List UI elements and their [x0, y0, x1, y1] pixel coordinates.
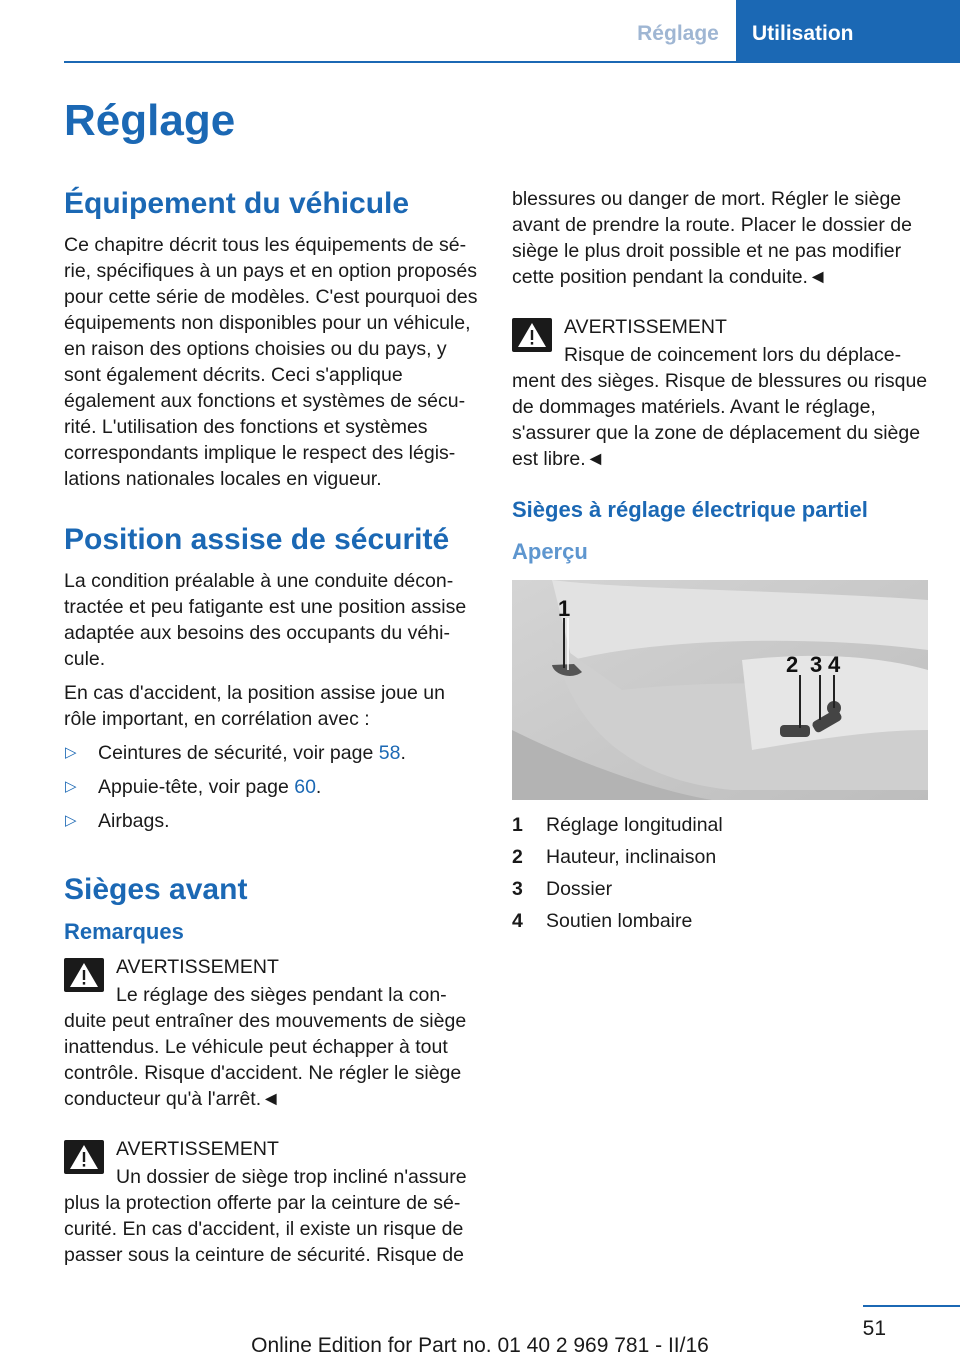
right-column: [512, 186, 928, 940]
figure-label-4: 4: [828, 652, 841, 677]
figure-label-3: 3: [810, 652, 823, 677]
triangle-right-icon: ▷: [65, 744, 77, 761]
section-title-sieges: Sièges avant: [64, 873, 248, 906]
warning-triangle-icon: [64, 958, 104, 992]
legend-item: 2 Hauteur, inclinaison: [512, 846, 717, 868]
list-item: ▷ Airbags.: [65, 810, 170, 832]
list-item: ▷ Appuie-tête, voir page 60.: [65, 776, 322, 798]
list-item: ▷ Ceintures de sécurité, voir page 58.: [65, 742, 406, 764]
footer-rule: [863, 1305, 960, 1307]
figure-legend: [512, 812, 928, 934]
position-paragraph-2: En cas d'accident, la position assise joue un rôle important, en corrélation avec :: [64, 682, 445, 730]
warning-heading: AVERTISSEMENT: [564, 316, 727, 338]
section-title-position: Position assise de sécurité: [64, 523, 450, 556]
warning-heading: AVERTISSEMENT: [116, 956, 279, 978]
seat-figure: [512, 580, 928, 800]
warning-heading: AVERTISSEMENT: [116, 1138, 279, 1160]
continued-text: blessures ou danger de mort. Régler le siège avant de prendre la route. Placer le dossier de siège le plus droit possible et ne pas modifier cette position pendant la conduite.◄: [512, 188, 912, 288]
warning-text: Le réglage des sièges pendant la conduite peut entraîner des mouvements de siège inattendus. Le véhicule peut échapper à tout contrôle. Risque d'accident. Ne régler le siège conducteur qu'à l'arrêt.◄: [64, 984, 467, 1110]
section-title-equipement: Équipement du véhicule: [64, 187, 410, 220]
warning-text: Risque de coincement lors du déplacement des sièges. Risque de blessures ou risque de dommages matériels. Avant le réglage, s'assurer que la zone de déplacement du siège est libre.◄: [512, 344, 928, 470]
page-link-60[interactable]: 60: [294, 776, 316, 798]
warning-block-1: [64, 954, 480, 1112]
page-link-58[interactable]: 58: [378, 742, 401, 764]
warning-triangle-icon: [512, 318, 552, 352]
warning-block-3: [512, 314, 928, 472]
legend-item: 3 Dossier: [512, 878, 613, 900]
legend-item: 1 Réglage longitudinal: [512, 814, 723, 836]
left-column: [64, 186, 480, 1292]
equipement-body: Ce chapitre décrit tous les équipements de série, spécifiques à un pays et en option proposés pour cette série de modèles. C'est pourquoi des équipements non disponibles pour un véhicule, en raison des options choisies ou du pays, y sont également décrits. Ceci s'applique également aux fonctions et systèmes de sécurité. L'utilisation des fonctions et systèmes correspondants implique le respect des législations nationales locales en vigueur.: [64, 234, 478, 490]
figure-label-1: 1: [558, 596, 571, 621]
legend-item: 4 Soutien lombaire: [512, 910, 693, 932]
triangle-right-icon: ▷: [65, 812, 77, 829]
figure-label-2: 2: [786, 652, 799, 677]
tab-utilisation[interactable]: Utilisation: [736, 0, 960, 62]
page-title: Réglage: [64, 96, 236, 145]
bullet-list: [64, 740, 480, 834]
subsection-reglage-electrique: Sièges à réglage électrique partiel: [512, 497, 868, 522]
warning-text: Un dossier de siège trop incliné n'assure plus la protection offerte par la ceinture de sécurité. En cas d'accident, il existe un risque de passer sous la ceinture de sécurité. Risque de: [64, 1166, 467, 1266]
tab-reglage[interactable]: Réglage: [637, 22, 719, 45]
position-paragraph-1: La condition préalable à une conduite décontractée et peu fatigante est une position assise adaptée aux besoins des occupants du véhicule.: [64, 570, 467, 670]
page-number: 51: [862, 1317, 886, 1340]
subsection-apercu: Aperçu: [512, 539, 588, 564]
subsection-remarques: Remarques: [64, 919, 184, 944]
warning-block-2: [64, 1136, 480, 1268]
triangle-right-icon: ▷: [65, 778, 77, 795]
footer-edition: Online Edition for Part no. 01 40 2 969 781 - II/16: [251, 1334, 709, 1357]
warning-triangle-icon: [64, 1140, 104, 1174]
